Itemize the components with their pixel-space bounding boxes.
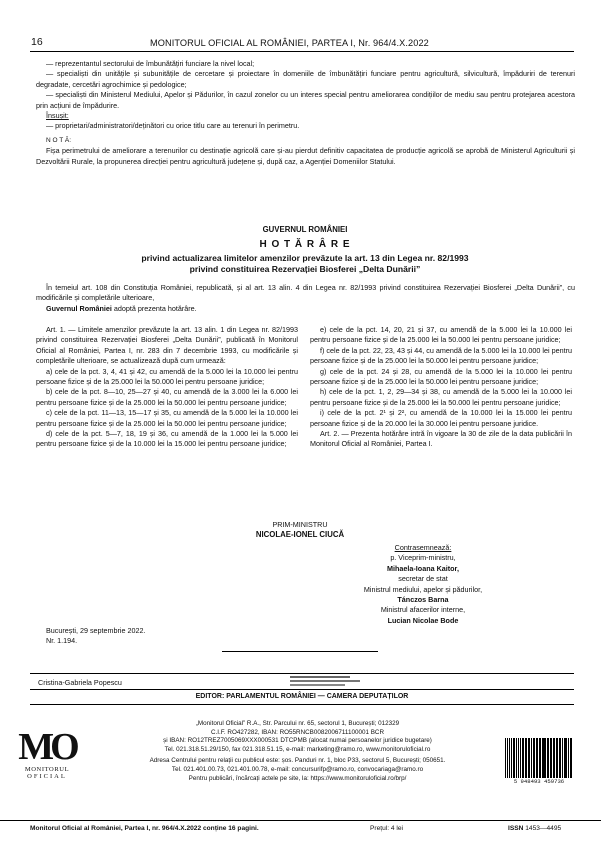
- barcode-bar: [536, 738, 537, 778]
- countersign-line: Mihaela-Ioana Kaitor,: [387, 563, 459, 573]
- page-number: 16: [31, 36, 43, 48]
- barcode-bar: [531, 738, 532, 778]
- footer-left: Monitorul Oficial al României, Partea I, nr. 964/4.X.2022 conține 16 pagini.: [30, 825, 259, 832]
- logo-letters: MO: [18, 726, 76, 768]
- barcode: [505, 736, 573, 785]
- pm-role: PRIM-MINISTRU: [272, 520, 328, 529]
- barcode-bar: [570, 738, 571, 778]
- barcode-bar: [562, 738, 563, 778]
- countersign-line: Tánczos Barna: [397, 595, 449, 605]
- paragraph: i) cele de la pct. 2¹ și 2², cu amendă de la 10.000 lei la 15.000 lei pentru persoane fizice și de la 20.000 lei la 30.000 lei pentru persoane juridice.: [310, 408, 572, 428]
- editor-top-rule: [30, 673, 574, 674]
- barcode-bar: [568, 738, 569, 778]
- barcode-bar: [528, 738, 530, 778]
- insusit-item: — proprietari/administratori/deținători cu orice titlu care au terenuri în perimetru.: [46, 121, 300, 131]
- paragraph: d) cele de la pct. 5—7, 18, 19 și 36, cu amendă de la 1.000 lei la 5.000 lei pentru persoane fizice și de la 10.000 lei la 15.000 lei pentru persoane juridice;: [36, 429, 298, 449]
- paragraph: a) cele de la pct. 3, 4, 41 și 42, cu amendă de la 5.000 lei la 10.000 lei pentru persoane fizice și de la 25.000 lei la 50.000 lei pentru persoane juridice;: [36, 366, 298, 387]
- issn-value: 1453—4495: [525, 825, 562, 832]
- countersign-line: Ministrul afacerilor interne,: [380, 605, 466, 615]
- issuer: GUVERNUL ROMÂNIEI: [262, 225, 348, 234]
- barcode-bar: [526, 738, 527, 778]
- editor-person: Cristina-Gabriela Popescu: [38, 678, 122, 687]
- publisher-line: Adresa Centrului pentru relații cu publicul este: șos. Panduri nr. 1, bloc P33, sectorul 5, București; 050651.: [149, 757, 446, 765]
- barcode-bar: [556, 738, 558, 778]
- barcode-bar: [564, 738, 565, 778]
- barcode-bar: [511, 738, 512, 778]
- editor-line: EDITOR: PARLAMENTUL ROMÂNIEI — CAMERA DEPUTAȚILOR: [195, 693, 409, 700]
- right-column: [310, 325, 572, 450]
- barcode-bars: [505, 736, 573, 778]
- barcode-bar: [505, 738, 506, 778]
- countersign-line: p. Viceprim-ministru,: [390, 553, 456, 563]
- barcode-bar: [522, 738, 524, 778]
- editor-mid-rule: [30, 689, 574, 690]
- nota-label: N O T Ă:: [46, 136, 72, 144]
- list-item: — specialiști din Ministerul Mediului, Apelor și Pădurilor, în cazul zonelor cu un interes special pentru ameliorarea condițiilor de mediu sau pentru protejarea acestora prin acțiuni de împădurire.: [36, 90, 575, 110]
- decision-subtitle-2: privind constituirea Rezervației Biosferei „Delta Dunării”: [189, 264, 421, 274]
- logo-word-1: MONITORUL: [24, 766, 70, 773]
- barcode-bar: [547, 738, 548, 778]
- paragraph: Art. 1. — Limitele amenzilor prevăzute la art. 13 alin. 1 din Legea nr. 82/1993 privind constituirea Rezervației Biosferei „Delta Dunării”, publicată în Monitorul Oficial al României, Partea I, nr. 283 din 7 decembrie 1993, cu modificările și completările ulterioare, se actualizează după cum urmează:: [36, 325, 298, 366]
- barcode-bar: [542, 738, 543, 778]
- monitorul-logo: [18, 728, 76, 780]
- nota-text: Fișa perimetrului de ameliorare a terenurilor cu destinație agricolă care și-au pierdut definitiv capacitatea de producție agricolă se aprobă de Ministerul Agriculturii și Dezvoltării Rurale, la propunerea direcției pentru agricultură județene și, după caz, a Agenției Domeniilor Statului.: [36, 146, 575, 166]
- barcode-bar: [516, 738, 517, 778]
- barcode-bar: [543, 738, 545, 778]
- paragraph: c) cele de la pct. 11—13, 15—17 și 35, cu amendă de la 5.000 lei la 10.000 lei pentru persoane fizice și de la 25.000 lei la 50.000 lei pentru persoane juridice;: [36, 408, 298, 428]
- barcode-bar: [533, 738, 535, 778]
- issn-label: ISSN: [508, 825, 524, 832]
- countersign-line: Lucian Nicolae Bode: [387, 615, 459, 625]
- barcode-bar: [513, 738, 515, 778]
- barcode-bar: [507, 738, 508, 778]
- separator: [222, 651, 378, 652]
- preamble: În temeiul art. 108 din Constituția României, republicată, și al art. 13 alin. 4 din Legea nr. 82/1993 privind constituirea Rezervației Biosferei „Delta Dunării”, cu modificările și completările ulterioare,: [36, 283, 575, 303]
- insusit-label: Însușit:: [46, 111, 69, 121]
- barcode-bar: [559, 738, 561, 778]
- paragraph: f) cele de la pct. 22, 23, 43 și 44, cu amendă de la 5.000 lei la 10.000 lei pentru persoane fizice și de la 25.000 lei la 50.000 lei pentru persoane juridice;: [310, 345, 572, 366]
- barcode-bar: [571, 738, 572, 778]
- header-divider: [30, 51, 574, 52]
- publisher-line: și IBAN: RO12TREZ7005069XXX000531 DTCPMB (alocat numai persoanelor juridice bugetare): [163, 737, 432, 745]
- barcode-bar: [548, 738, 549, 778]
- barcode-bar: [537, 738, 538, 778]
- publisher-line: „Monitorul Oficial” R.A., Str. Parcului nr. 65, sectorul 1, București; 012329: [195, 720, 400, 727]
- adopt-rest: adoptă prezenta hotărâre.: [111, 304, 197, 313]
- barcode-bar: [550, 738, 552, 778]
- editor-bottom-rule: [30, 704, 574, 705]
- barcode-bar: [525, 738, 526, 778]
- countersign-line: Ministrul mediului, apelor și pădurilor,: [363, 584, 483, 594]
- publisher-line: Tel. 021.401.00.73, 021.401.00.78, e-mail: concursurifp@ramo.ro, convocariaga@ramo.ro: [171, 765, 424, 773]
- top-list: [36, 59, 575, 167]
- pm-name: NICOLAE-IONEL CIUCĂ: [255, 530, 345, 539]
- publication-title: MONITORUL OFICIAL AL ROMÂNIEI, PARTEA I, Nr. 964/4.X.2022: [150, 38, 429, 48]
- adopt-bold: Guvernul României: [46, 304, 112, 313]
- footer-rule: [0, 820, 601, 821]
- list-item: — specialiști din unitățile și subunitățile de cercetare și proiectare în domeniile de îmbunătățiri funciare pentru agricultură, silvicultură, împăduriri de terenuri degradate, cercetări agrochimice și pedologice;: [36, 69, 575, 89]
- barcode-bar: [518, 738, 519, 778]
- date-place: București, 29 septembrie 2022.: [46, 626, 146, 635]
- countersign-line: secretar de stat: [398, 574, 448, 584]
- paragraph: b) cele de la pct. 8—10, 25—27 și 40, cu amendă de la 3.000 lei la 6.000 lei pentru persoane fizice și de la 25.000 lei la 50.000 lei pentru persoane juridice;: [36, 387, 298, 407]
- adopt-line: [46, 304, 566, 314]
- barcode-digits: 5 948493 459736: [513, 778, 565, 785]
- publisher-line: C.I.F. RO427282, IBAN: RO55RNCB0082006711100001 BCR: [210, 728, 385, 736]
- decision-type: H O T Ă R Â R E: [259, 239, 351, 250]
- act-number: Nr. 1.194.: [46, 636, 78, 645]
- footer-issn: [508, 825, 561, 832]
- paragraph: e) cele de la pct. 14, 20, 21 și 37, cu amendă de la 5.000 lei la 10.000 lei pentru persoane fizice și de la 25.000 lei la 50.000 lei pentru persoane juridice;: [310, 325, 572, 345]
- barcode-bar: [520, 738, 522, 778]
- publisher-info: [90, 720, 505, 783]
- paragraph: h) cele de la pct. 1, 2, 29—34 și 38, cu amendă de la 5.000 lei la 10.000 lei pentru persoane fizice și de la 25.000 lei la 50.000 lei pentru persoane juridice;: [310, 387, 572, 407]
- barcode-bar: [554, 738, 555, 778]
- barcode-bar: [509, 738, 511, 778]
- countersign-block: [348, 543, 498, 626]
- barcode-bar: [539, 738, 541, 778]
- barcode-bar: [553, 738, 554, 778]
- barcode-bar: [565, 738, 567, 778]
- left-column: [36, 325, 298, 450]
- decision-subtitle-1: privind actualizarea limitelor amenzilor prevăzute la art. 13 din Legea nr. 82/1993: [141, 253, 469, 263]
- footer-price: Prețul: 4 lei: [370, 825, 403, 832]
- publisher-line: Pentru publicări, încărcați actele pe site, la: https://www.monitoruloficial.ro/brp/: [188, 774, 407, 782]
- paragraph: g) cele de la pct. 24 și 28, cu amendă de la 5.000 lei la 10.000 lei pentru persoane fizice și de la 25.000 lei la 50.000 lei pentru persoane juridice;: [310, 366, 572, 387]
- logo-word-2: OFICIAL: [27, 773, 67, 780]
- publisher-line: Tel. 021.318.51.29/150, fax 021.318.51.15, e-mail: marketing@ramo.ro, www.monitoruloficial.ro: [164, 745, 431, 753]
- paragraph: Art. 2. — Prezenta hotărâre intră în vigoare la 30 de zile de la data publicării în Monitorul Oficial al României, Partea I.: [310, 429, 572, 449]
- countersign-label: Contrasemnează:: [394, 543, 452, 552]
- list-item: — reprezentantul sectorului de îmbunătățiri funciare la nivel local;: [46, 59, 255, 68]
- proof-stamp: [290, 676, 370, 686]
